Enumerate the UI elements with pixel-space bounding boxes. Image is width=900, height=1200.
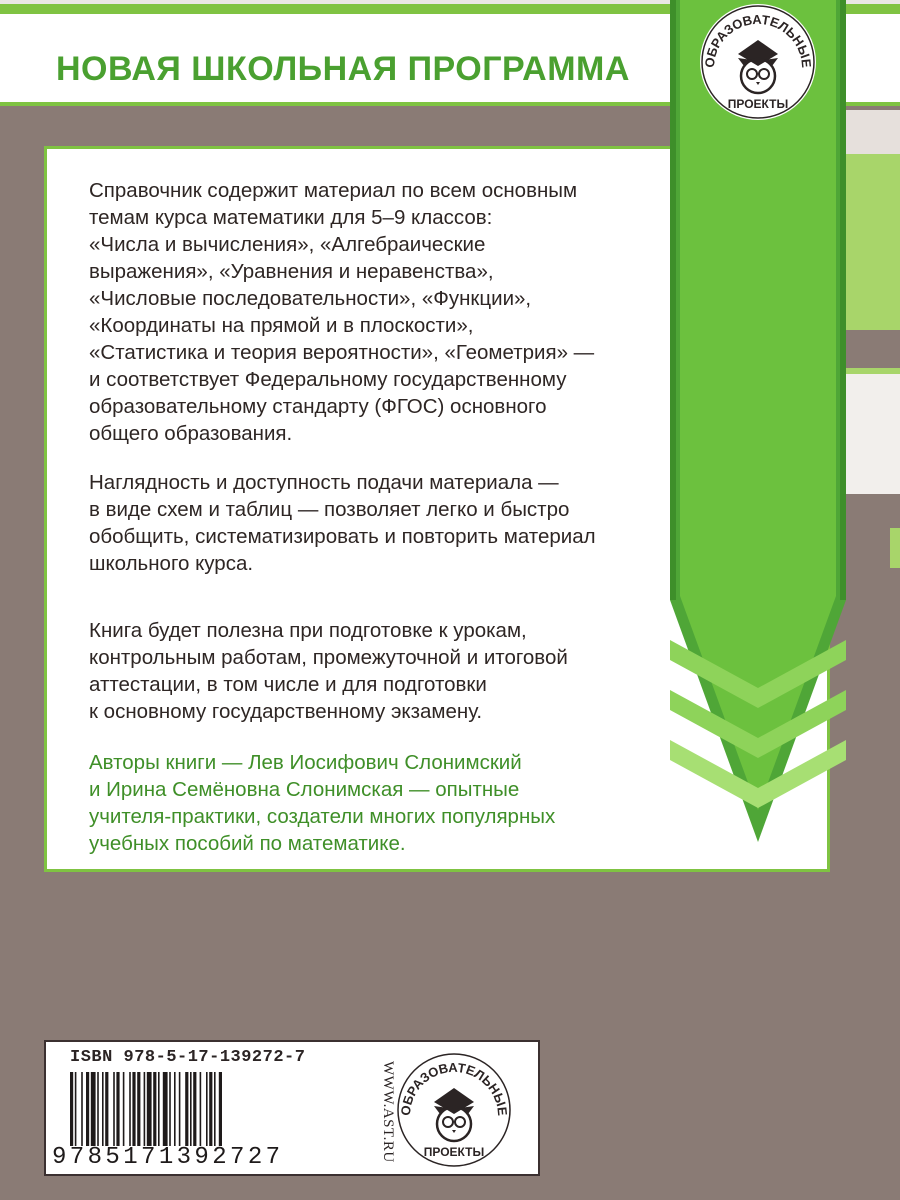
description-paragraph: Наглядность и доступность подачи материала — в виде схем и таблиц — позволяет легко и быстро обобщить, систематизировать и повторить материал школьного курса.	[89, 471, 596, 575]
logo-arc-text: ОБРАЗОВАТЕЛЬНЫЕ	[701, 11, 815, 69]
barcode-bar	[158, 1072, 160, 1146]
barcode-bar	[214, 1072, 216, 1146]
barcode-bar	[113, 1072, 115, 1146]
barcode-bar	[105, 1072, 108, 1146]
logo-bottom-text: ПРОЕКТЫ	[423, 1145, 485, 1159]
bookmark-ribbon	[662, 0, 854, 850]
barcode-bar	[163, 1072, 168, 1146]
barcode-bar	[123, 1072, 125, 1146]
website-url: WWW.AST.RU	[380, 1061, 396, 1163]
side-green-block	[890, 528, 900, 568]
barcode-bar	[75, 1072, 77, 1146]
barcode	[68, 1072, 333, 1146]
barcode-bar	[219, 1072, 222, 1146]
barcode-bar	[209, 1072, 212, 1146]
barcode-bar	[185, 1072, 188, 1146]
logo-bottom-text: ПРОЕКТЫ	[727, 97, 789, 111]
barcode-bar	[190, 1072, 192, 1146]
barcode-bar	[169, 1072, 171, 1146]
barcode-bar	[206, 1072, 208, 1146]
series-title: НОВАЯ ШКОЛЬНАЯ ПРОГРАММА	[56, 50, 630, 88]
barcode-bar	[200, 1072, 202, 1146]
barcode-bar	[97, 1072, 99, 1146]
logo-arc-text: ОБРАЗОВАТЕЛЬНЫЕ	[397, 1059, 511, 1117]
authors-paragraph: Авторы книги — Лев Иосифович Слонимский и Ирина Семёновна Слонимская — опытные учителя-практики, создатели многих популярных учебных пособий по математике.	[89, 751, 556, 855]
barcode-bar	[144, 1072, 146, 1146]
barcode-bar	[153, 1072, 156, 1146]
barcode-bar	[193, 1072, 196, 1146]
description-paragraph: Справочник содержит материал по всем основным темам курса математики для 5–9 классов: «Числа и вычисления», «Алгебраические выражения», «Уравнения и неравенства», «Числовые последовательности», «Функции», «Координаты на прямой и в плоскости», «Статистика и теория вероятности», «Геометрия» — и соответствует Федеральному государственному образовательному стандарту (ФГОС) основного общего образования.	[89, 179, 595, 445]
barcode-bar	[179, 1072, 181, 1146]
barcode-bar	[129, 1072, 131, 1146]
barcode-bar	[132, 1072, 135, 1146]
barcode-bar	[81, 1072, 83, 1146]
barcode-bar	[137, 1072, 140, 1146]
barcode-bar	[91, 1072, 96, 1146]
barcode-bar	[70, 1072, 73, 1146]
barcode-bar	[147, 1072, 152, 1146]
barcode-bar	[86, 1072, 89, 1146]
isbn-number: ISBN 978-5-17-139272-7	[70, 1048, 306, 1067]
description-paragraph: Книга будет полезна при подготовке к урокам, контрольным работам, промежуточной и итоговой аттестации, в том числе и для подготовки к основному государственному экзамену.	[89, 619, 568, 723]
barcode-bar	[174, 1072, 176, 1146]
barcode-bar	[116, 1072, 119, 1146]
barcode-bar	[102, 1072, 104, 1146]
barcode-digits: 9785171392727	[52, 1144, 284, 1171]
publisher-logo-bottom	[386, 1048, 522, 1176]
publisher-logo	[700, 4, 816, 120]
